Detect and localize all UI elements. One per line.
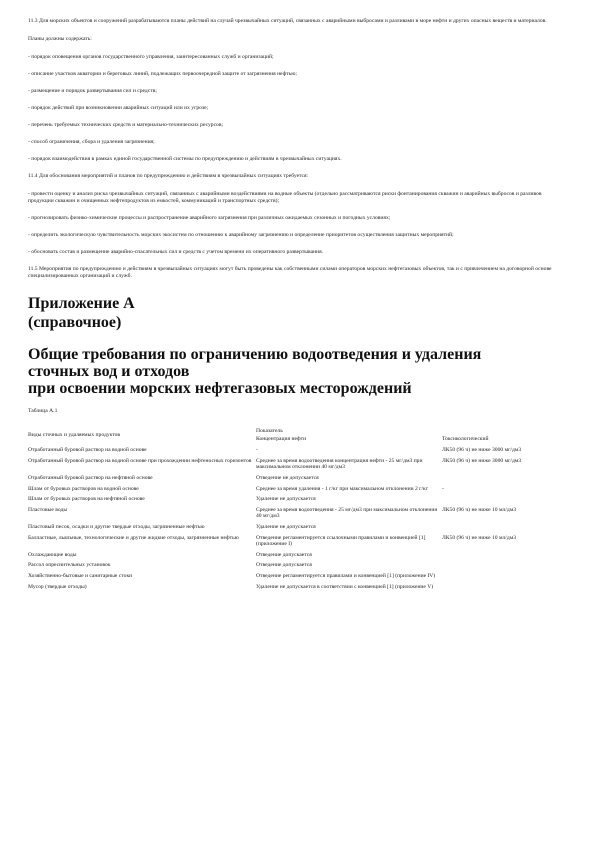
list-item: - перечень требуемых технических средств и материально-технических ресурсов; [28, 122, 224, 128]
cell-waste-type: Отработанный буровой раствор на водной основе [28, 447, 147, 454]
cell-waste-type: Охлаждающие воды [28, 551, 77, 558]
main-title-line: при освоении морских нефтегазовых месторождений [28, 380, 412, 397]
header-cell-toxicological: Токсикологический [442, 435, 489, 442]
list-item: - прогнозировать физико-химические процессы и распространение аварийного загрязнения при различных ожидаемых сезонных и погодных условиях; [28, 215, 391, 221]
list-item: - размещение и порядок развертывания сил и средств; [28, 88, 157, 94]
main-title-line: Общие требования по ограничению водоотведения и удаления [28, 346, 482, 363]
cell-oil-concentration: Среднее за время водоотведения - 25 мг/дм3 при максимальном отклонении 40 мг/дм3 [256, 506, 438, 520]
cell-oil-concentration: Среднее за время водоотведения концентрация нефти - 25 мг/дм3 при максимальном отклонении 40 мг/дм3 [256, 457, 423, 471]
paragraph-11-4: 11.4 Для обоснования мероприятий и планов по предупреждению и действиям в чрезвычайных ситуациях требуется: [28, 173, 309, 179]
cell-waste-type: Хозяйственно-бытовые и санитарные стоки [28, 572, 133, 579]
requirements-list [28, 191, 568, 256]
cell-oil-concentration: Удаление не допускается [256, 523, 316, 530]
list-item: - порядок взаимодействия в рамках единой государственной системы по предупреждению и действиям в чрезвычайных ситуациях. [28, 156, 342, 162]
cell-waste-type: Отработанный буровой раствор на нефтяной основе [28, 474, 153, 481]
table-row [28, 458, 568, 475]
cell-toxicological: ЛК50 (96 ч) не ниже 3000 мг/дм3 [442, 457, 522, 464]
list-item: - порядок действий при возникновении аварийных ситуаций или их угрозе; [28, 105, 209, 111]
cell-toxicological: ЛК50 (96 ч) не ниже 3000 мг/дм3 [442, 447, 522, 454]
cell-waste-type: Рассол опреснительных установок [28, 562, 111, 569]
list-item: - способ ограничения, сбора и удаления загрязнения; [28, 139, 155, 145]
cell-toxicological [442, 475, 568, 486]
cell-waste-type: Мусор (твердые отходы) [28, 583, 87, 590]
requirements-table [28, 428, 568, 594]
cell-oil-concentration: Отведение регламентируется ссылочными правилами и конвенцией [1] (приложение I) [256, 534, 426, 548]
table-row [28, 486, 568, 497]
table-row [28, 447, 568, 458]
cell-oil-concentration: Среднее за время удаления - 1 г/кг при максимальном отклонении 2 г/кг [256, 485, 429, 492]
main-title-line: сточных вод и отходов [28, 363, 190, 380]
cell-waste-type: Балластные, льяльные, технологические и другие жидкие отходы, загрязненные нефтью [28, 534, 239, 541]
table-caption: Таблица А.1 [28, 408, 58, 414]
list-item: - обосновать состав и размещение аварийно-спасательных сил и средств с учетом времени их оперативного развертывания. [28, 249, 324, 255]
table-row [28, 496, 568, 507]
cell-toxicological [442, 552, 568, 563]
plan-items-list [28, 54, 568, 163]
cell-oil-concentration: Отведение допускается [256, 562, 312, 569]
table-row [28, 552, 568, 563]
cell-toxicological [442, 573, 568, 584]
table-row [28, 562, 568, 573]
appendix-subtitle: (справочное) [28, 314, 122, 331]
table-row [28, 584, 568, 595]
document-page [28, 18, 568, 594]
cell-waste-type: Пластовый песок, осадки и другие твердые отходы, загрязненные нефтью [28, 523, 205, 530]
cell-oil-concentration: - [256, 447, 258, 454]
paragraph-11-3: 11.3 Для морских объектов и сооружений разрабатываются планы действий на случай чрезвычайных ситуаций, связанных с аварийными выбросами и разливами в море нефти и других опасных веществ и материалов. [28, 18, 547, 24]
list-item: - описание участков акватории и береговых линий, подлежащих первоочередной защите от загрязнения нефтью; [28, 71, 297, 77]
table-row [28, 573, 568, 584]
list-item: - определить экологическую чувствительность морских экосистем по отношению к аварийному загрязнению и определение приоритетов осуществления защитных мероприятий; [28, 232, 454, 238]
list-item: - провести оценку и анализ риска чрезвычайных ситуаций, связанных с аварийными воздействиями на водные объекты (отдельно рассматриваются риски фонтанирования скважин и аварийных выбросов и разливов продукции скважин и очищенных нефтепродуктов из емкостей, коммуникаций и транспортных средств); [28, 191, 542, 204]
cell-oil-concentration: Отведение допускается [256, 551, 312, 558]
table-row [28, 507, 568, 524]
cell-oil-concentration: Отведение не допускается [256, 474, 319, 481]
header-cell-waste-type: Виды сточных и удаляемых продуктов [28, 432, 121, 439]
table-row [28, 535, 568, 552]
appendix-title: Приложение А [28, 295, 135, 312]
cell-waste-type: Пластовые воды [28, 506, 68, 513]
table-body [28, 447, 568, 594]
cell-toxicological: - [442, 485, 444, 492]
cell-toxicological [442, 496, 568, 507]
list-item: - порядок оповещения органов государственного управления, заинтересованных служб и организаций; [28, 54, 274, 60]
appendix-main-title [28, 346, 568, 397]
table-row [28, 475, 568, 486]
cell-toxicological: ЛК50 (96 ч) не ниже 10 мл/дм3 [442, 506, 517, 513]
header-cell-indicator: Показатель [256, 428, 283, 434]
table-header-row [28, 428, 568, 436]
header-cell-oil-concentration: Концентрация нефти [256, 435, 307, 442]
cell-oil-concentration: Отведение регламентируется правилами и конвенцией [1] (приложение IV) [256, 572, 436, 579]
cell-waste-type: Шлам от буровых растворов на водной основе [28, 485, 139, 492]
cell-toxicological [442, 562, 568, 573]
cell-waste-type: Шлам от буровых растворов на нефтяной основе [28, 496, 145, 503]
cell-toxicological: ЛК50 (96 ч) не ниже 10 мл/дм3 [442, 534, 517, 541]
cell-waste-type: Отработанный буровой раствор на водной основе при прохождении нефтеносных горизонтов [28, 457, 252, 464]
plans-intro: Планы должны содержать: [28, 36, 92, 42]
cell-toxicological [442, 524, 568, 535]
paragraph-11-5: 11.5 Мероприятия по предупреждению и действиям в чрезвычайных ситуациях могут быть проведены как собственными силами операторов морских нефтегазовых объектов, так и с привлечением на договорной основе специализированных организаций и служб. [28, 266, 552, 279]
cell-oil-concentration: Удаление не допускается в соответствии с конвенцией [1] (приложение V) [256, 583, 434, 590]
appendix-heading [28, 294, 568, 332]
table-row [28, 524, 568, 535]
cell-toxicological [442, 584, 568, 595]
cell-oil-concentration: Удаление не допускается [256, 496, 316, 503]
